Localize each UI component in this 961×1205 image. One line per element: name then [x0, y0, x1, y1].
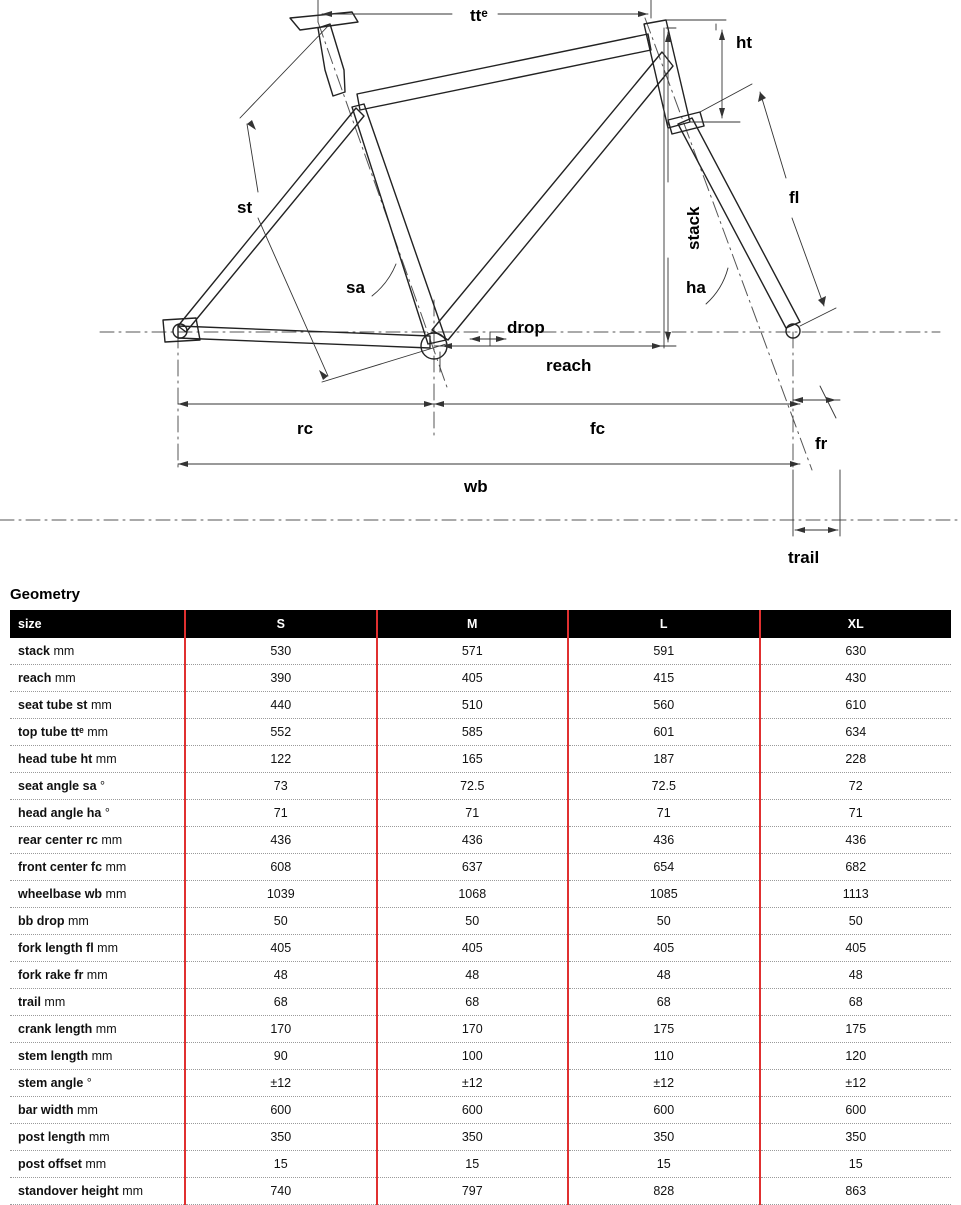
row-label: post offset mm: [10, 1151, 185, 1178]
table-cell: 608: [185, 854, 377, 881]
table-cell: 50: [760, 908, 952, 935]
table-cell: 740: [185, 1178, 377, 1205]
table-cell: 682: [760, 854, 952, 881]
table-cell: 571: [377, 638, 569, 665]
down-tube: [432, 52, 673, 340]
table-cell: 228: [760, 746, 952, 773]
table-cell: 68: [760, 989, 952, 1016]
table-cell: ±12: [760, 1070, 952, 1097]
table-cell: 390: [185, 665, 377, 692]
row-label: bb drop mm: [10, 908, 185, 935]
table-cell: 73: [185, 773, 377, 800]
row-unit: mm: [53, 644, 75, 658]
frame-geometry-diagram: [0, 0, 961, 578]
table-row: [10, 800, 951, 827]
label-st: st: [237, 198, 253, 217]
table-cell: 71: [568, 800, 760, 827]
row-label: fork rake fr mm: [10, 962, 185, 989]
table-cell: 585: [377, 719, 569, 746]
table-cell: 68: [377, 989, 569, 1016]
top-tube: [357, 34, 651, 110]
table-row: [10, 854, 951, 881]
table-cell: 436: [185, 827, 377, 854]
row-unit: mm: [101, 833, 123, 847]
table-cell: 50: [377, 908, 569, 935]
column-header-s: S: [185, 610, 377, 638]
row-label: seat tube st mm: [10, 692, 185, 719]
table-row: [10, 1097, 951, 1124]
row-label: rear center rc mm: [10, 827, 185, 854]
table-cell: 48: [760, 962, 952, 989]
geometry-title: Geometry: [10, 586, 81, 603]
table-cell: 405: [185, 935, 377, 962]
table-cell: 560: [568, 692, 760, 719]
label-rc: rc: [297, 419, 314, 438]
table-cell: 530: [185, 638, 377, 665]
row-unit: mm: [85, 1157, 107, 1171]
table-cell: 552: [185, 719, 377, 746]
table-cell: 90: [185, 1043, 377, 1070]
table-cell: 175: [760, 1016, 952, 1043]
table-row: [10, 989, 951, 1016]
table-cell: 175: [568, 1016, 760, 1043]
row-label: head angle ha °: [10, 800, 185, 827]
table-row: [10, 935, 951, 962]
table-cell: 170: [377, 1016, 569, 1043]
table-cell: 71: [760, 800, 952, 827]
table-cell: 72.5: [568, 773, 760, 800]
table-cell: ±12: [568, 1070, 760, 1097]
row-unit: mm: [90, 698, 112, 712]
table-cell: 15: [568, 1151, 760, 1178]
table-cell: 48: [568, 962, 760, 989]
row-label: front center fc mm: [10, 854, 185, 881]
table-cell: 100: [377, 1043, 569, 1070]
table-cell: 187: [568, 746, 760, 773]
label-fr: fr: [815, 434, 828, 453]
table-cell: 415: [568, 665, 760, 692]
row-label: fork length fl mm: [10, 935, 185, 962]
row-unit: mm: [44, 995, 66, 1009]
label-trail: trail: [788, 548, 820, 567]
table-cell: 405: [568, 935, 760, 962]
table-cell: 637: [377, 854, 569, 881]
label-drop: drop: [507, 318, 545, 337]
table-row: [10, 962, 951, 989]
table-cell: 610: [760, 692, 952, 719]
label-fc: fc: [590, 419, 606, 438]
table-cell: 350: [568, 1124, 760, 1151]
table-cell: 405: [377, 935, 569, 962]
row-unit: mm: [105, 887, 127, 901]
table-cell: 797: [377, 1178, 569, 1205]
row-label: trail mm: [10, 989, 185, 1016]
table-cell: 405: [377, 665, 569, 692]
table-cell: 863: [760, 1178, 952, 1205]
row-unit: °: [100, 779, 105, 793]
table-cell: 68: [185, 989, 377, 1016]
seat-tube: [352, 104, 446, 344]
label-wb: wb: [464, 477, 488, 496]
table-cell: 15: [377, 1151, 569, 1178]
table-cell: 430: [760, 665, 952, 692]
table-row: [10, 881, 951, 908]
row-label: stem length mm: [10, 1043, 185, 1070]
table-cell: 630: [760, 638, 952, 665]
head-tube-axis: [645, 18, 812, 470]
table-cell: ±12: [377, 1070, 569, 1097]
table-cell: 436: [377, 827, 569, 854]
geometry-table: [10, 610, 951, 1205]
table-row: [10, 719, 951, 746]
table-cell: 1068: [377, 881, 569, 908]
table-cell: 510: [377, 692, 569, 719]
row-label: seat angle sa °: [10, 773, 185, 800]
table-cell: 350: [377, 1124, 569, 1151]
table-row: [10, 692, 951, 719]
label-reach: reach: [546, 356, 592, 375]
table-cell: 170: [185, 1016, 377, 1043]
row-unit: mm: [95, 752, 117, 766]
row-unit: °: [86, 1076, 92, 1090]
table-row: [10, 773, 951, 800]
table-cell: 600: [760, 1097, 952, 1124]
row-label: post length mm: [10, 1124, 185, 1151]
row-unit: mm: [88, 1130, 110, 1144]
table-header-row: [10, 610, 951, 638]
label-sa: sa: [346, 278, 365, 297]
row-label: standover height mm: [10, 1178, 185, 1205]
geometry-section: [0, 578, 961, 1205]
table-cell: 71: [185, 800, 377, 827]
saddle: [290, 12, 358, 30]
row-unit: mm: [54, 671, 76, 685]
table-cell: 165: [377, 746, 569, 773]
table-cell: 436: [760, 827, 952, 854]
row-unit: mm: [105, 860, 127, 874]
table-cell: 15: [185, 1151, 377, 1178]
row-unit: mm: [97, 941, 118, 955]
table-cell: 72.5: [377, 773, 569, 800]
table-cell: 71: [377, 800, 569, 827]
table-cell: ±12: [185, 1070, 377, 1097]
table-cell: 350: [760, 1124, 952, 1151]
table-cell: 600: [185, 1097, 377, 1124]
table-cell: 48: [185, 962, 377, 989]
row-label: stem angle °: [10, 1070, 185, 1097]
table-cell: 15: [760, 1151, 952, 1178]
table-row: [10, 746, 951, 773]
label-stack: stack: [684, 206, 703, 250]
table-cell: 1039: [185, 881, 377, 908]
table-cell: 828: [568, 1178, 760, 1205]
table-cell: 591: [568, 638, 760, 665]
row-unit: mm: [86, 968, 108, 982]
label-fl: fl: [789, 188, 800, 207]
column-header-m: M: [377, 610, 569, 638]
table-cell: 405: [760, 935, 952, 962]
table-cell: 634: [760, 719, 952, 746]
row-unit: mm: [91, 1049, 113, 1063]
row-unit: °: [104, 806, 110, 820]
column-header-xl: XL: [760, 610, 952, 638]
row-label: top tube ttᵉ mm: [10, 719, 185, 746]
row-unit: mm: [77, 1103, 98, 1117]
table-row: [10, 1016, 951, 1043]
chainstay: [178, 326, 430, 348]
label-ha: ha: [686, 278, 706, 297]
row-unit: mm: [87, 725, 109, 739]
table-cell: 654: [568, 854, 760, 881]
table-cell: 72: [760, 773, 952, 800]
table-cell: 350: [185, 1124, 377, 1151]
table-cell: 122: [185, 746, 377, 773]
table-cell: 600: [568, 1097, 760, 1124]
table-row: [10, 638, 951, 665]
row-unit: mm: [95, 1022, 117, 1036]
column-header-size: size: [10, 610, 185, 638]
table-row: [10, 1178, 951, 1205]
row-label: wheelbase wb mm: [10, 881, 185, 908]
table-row: [10, 1124, 951, 1151]
table-cell: 601: [568, 719, 760, 746]
table-row: [10, 1070, 951, 1097]
row-unit: mm: [68, 914, 89, 928]
table-row: [10, 1043, 951, 1070]
table-cell: 600: [377, 1097, 569, 1124]
row-label: crank length mm: [10, 1016, 185, 1043]
seatstay: [178, 108, 364, 332]
table-cell: 50: [185, 908, 377, 935]
table-row: [10, 908, 951, 935]
table-cell: 1085: [568, 881, 760, 908]
table-row: [10, 665, 951, 692]
table-cell: 440: [185, 692, 377, 719]
column-header-l: L: [568, 610, 760, 638]
row-label: stack mm: [10, 638, 185, 665]
table-cell: 50: [568, 908, 760, 935]
row-label: head tube ht mm: [10, 746, 185, 773]
table-row: [10, 827, 951, 854]
row-unit: mm: [122, 1184, 144, 1198]
label-tt: ttᵉ: [470, 6, 488, 25]
table-cell: 48: [377, 962, 569, 989]
row-label: reach mm: [10, 665, 185, 692]
table-cell: 110: [568, 1043, 760, 1070]
row-label: bar width mm: [10, 1097, 185, 1124]
table-cell: 68: [568, 989, 760, 1016]
label-ht: ht: [736, 33, 753, 52]
table-cell: 1113: [760, 881, 952, 908]
table-cell: 120: [760, 1043, 952, 1070]
table-cell: 436: [568, 827, 760, 854]
table-row: [10, 1151, 951, 1178]
